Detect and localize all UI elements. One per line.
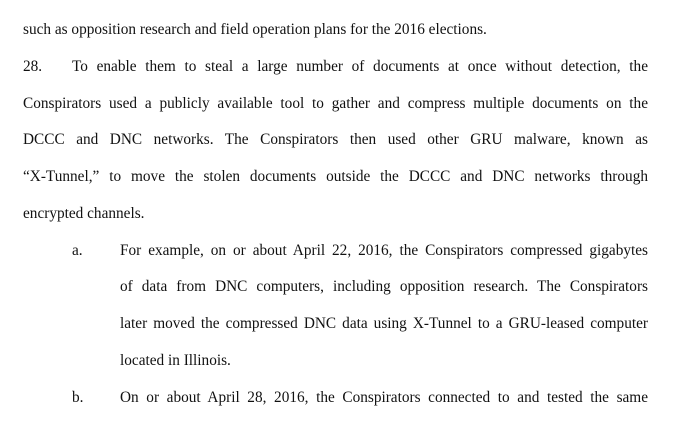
list-item-line: located in Illinois. — [120, 352, 231, 369]
paragraph-continuation: such as opposition research and field operation plans for the 2016 elections. — [23, 21, 487, 38]
list-item-line: of data from DNC computers, including opposition research. The Conspirators — [120, 278, 648, 295]
list-item-line: On or about April 28, 2016, the Conspirators connected to and tested the same — [120, 389, 648, 406]
paragraph-number: 28. — [23, 58, 43, 75]
list-marker: b. — [72, 389, 84, 406]
list-marker: a. — [72, 242, 83, 259]
list-item-line: later moved the compressed DNC data using X-Tunnel to a GRU-leased computer — [120, 315, 648, 332]
paragraph-line: encrypted channels. — [23, 205, 145, 222]
paragraph-line: “X-Tunnel,” to move the stolen documents outside the DCCC and DNC networks through — [23, 168, 648, 185]
paragraph-line: Conspirators used a publicly available tool to gather and compress multiple documents on the — [23, 95, 648, 112]
paragraph-line: DCCC and DNC networks. The Conspirators then used other GRU malware, known as — [23, 131, 648, 148]
list-item-line: For example, on or about April 22, 2016, the Conspirators compressed gigabytes — [120, 242, 648, 259]
paragraph-line: To enable them to steal a large number of documents at once without detection, the — [72, 58, 648, 75]
